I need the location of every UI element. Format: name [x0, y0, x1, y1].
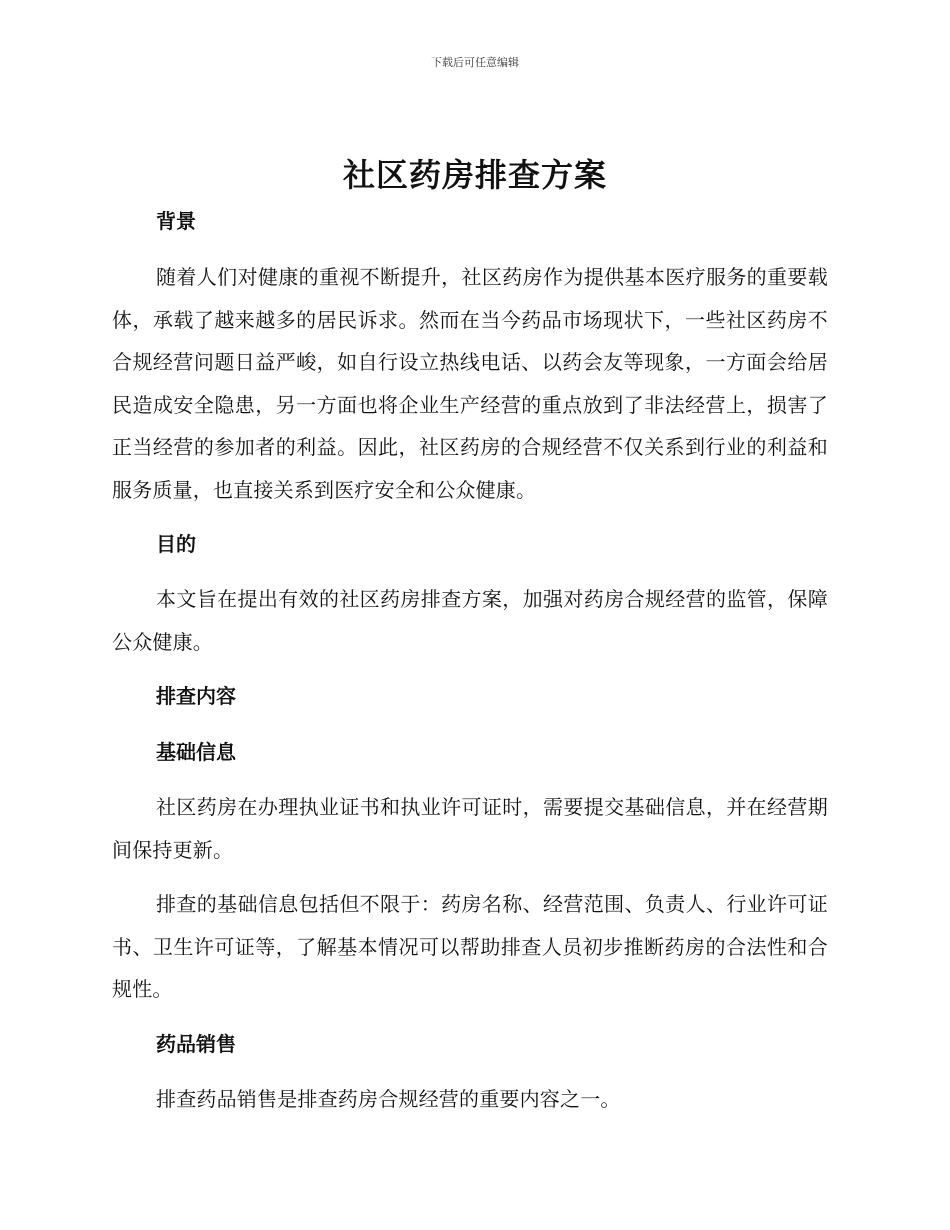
paragraph-background: 随着人们对健康的重视不断提升，社区药房作为提供基本医疗服务的重要载体，承载了越来越多的居民诉求。然而在当今药品市场现状下，一些社区药房不合规经营问题日益严峻，如自行设立热线电话、以药会友等现象，一方面会给居民造成安全隐患，另一方面也将企业生产经营的重点放到了非法经营上，损害了正当经营的参加者的利益。因此，社区药房的合规经营不仅关系到行业的利益和服务质量，也直接关系到医疗安全和公众健康。 [112, 265, 828, 502]
header-note: 下载后可任意编辑 [431, 56, 519, 69]
page-title: 社区药房排查方案 [342, 156, 607, 194]
document-body [112, 205, 828, 1120]
section-heading-purpose: 目的 [156, 532, 196, 556]
section-heading-content: 排查内容 [156, 684, 236, 708]
section-heading-basic-info: 基础信息 [156, 740, 236, 764]
paragraph-drug-sales: 排查药品销售是排查药房合规经营的重要内容之一。 [156, 1086, 621, 1111]
section-heading-drug-sales: 药品销售 [156, 1031, 236, 1056]
paragraph-basic-info-2: 排查的基础信息包括但不限于：药房名称、经营范围、负责人、行业许可证书、卫生许可证等，了解基本情况可以帮助排查人员初步推断药房的合法性和合规性。 [112, 892, 828, 1001]
paragraph-basic-info-1: 社区药房在办理执业证书和执业许可证时，需要提交基础信息，并在经营期间保持更新。 [112, 795, 828, 862]
paragraph-purpose: 本文旨在提出有效的社区药房排查方案，加强对药房合规经营的监管，保障公众健康。 [112, 587, 828, 654]
section-heading-background: 背景 [156, 209, 196, 233]
